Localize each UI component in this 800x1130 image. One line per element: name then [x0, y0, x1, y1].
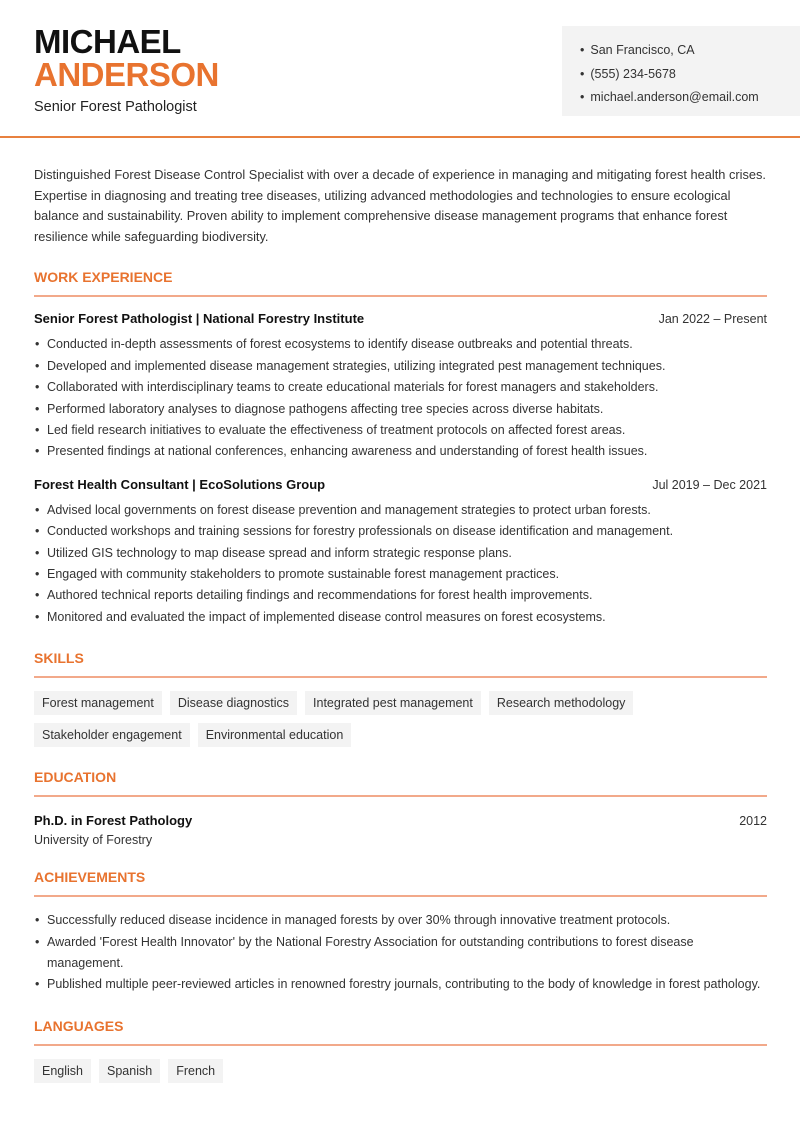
- bullet-item: • Engaged with community stakeholders to promote sustainable forest management practices.: [34, 564, 767, 585]
- section-heading: SKILLS: [34, 650, 767, 678]
- contact-email[interactable]: • michael.anderson@email.com: [580, 86, 800, 110]
- resume-header: [0, 0, 800, 138]
- bullet-item: • Conducted workshops and training sessions for forestry professionals on disease identification and management.: [34, 521, 767, 542]
- bullet-item: • Developed and implemented disease management strategies, utilizing integrated pest management techniques.: [34, 356, 767, 377]
- job-entry: [34, 476, 767, 628]
- section-heading: LANGUAGES: [34, 1018, 767, 1046]
- bullet-item: • Advised local governments on forest disease prevention and management strategies to protect urban forests.: [34, 500, 767, 521]
- bullet-item: • Conducted in-depth assessments of forest ecosystems to identify disease outbreaks and potential threats.: [34, 334, 767, 355]
- contact-location: • San Francisco, CA: [580, 39, 800, 63]
- achievements-section: [34, 869, 767, 996]
- section-heading: WORK EXPERIENCE: [34, 269, 767, 297]
- skill-tag: Research methodology: [489, 691, 634, 715]
- job-bullets: [34, 500, 767, 628]
- achievement-item: • Awarded 'Forest Health Innovator' by the National Forestry Association for outstanding contributions to forest disease management.: [34, 932, 767, 975]
- achievement-item: • Published multiple peer-reviewed articles in renowned forestry journals, contributing to the body of knowledge in forest pathology.: [34, 974, 767, 995]
- bullet-item: • Collaborated with interdisciplinary teams to create educational materials for forest managers and stakeholders.: [34, 377, 767, 398]
- bullet-item: • Monitored and evaluated the impact of implemented disease control measures on forest ecosystems.: [34, 607, 767, 628]
- job-title: Forest Health Consultant | EcoSolutions Group: [34, 476, 326, 492]
- section-heading: EDUCATION: [34, 769, 767, 797]
- skills-section: [34, 650, 767, 747]
- contact-box: [562, 26, 800, 116]
- education-year: 2012: [739, 814, 767, 829]
- bullet-item: • Presented findings at national conferences, enhancing awareness and understanding of forest health issues.: [34, 441, 767, 462]
- education-section: [34, 769, 767, 847]
- job-title: Senior Forest Pathologist: [34, 99, 197, 115]
- achievement-item: • Successfully reduced disease incidence in managed forests by over 30% through innovative treatment protocols.: [34, 910, 767, 931]
- bullet-item: • Authored technical reports detailing findings and recommendations for forest health improvements.: [34, 585, 767, 606]
- language-tag: French: [168, 1059, 223, 1083]
- bullet-item: • Utilized GIS technology to map disease spread and inform strategic response plans.: [34, 543, 767, 564]
- work-experience-section: [34, 269, 767, 628]
- skill-tag: Disease diagnostics: [170, 691, 297, 715]
- language-tag: Spanish: [99, 1059, 160, 1083]
- skill-tag: Environmental education: [198, 723, 352, 747]
- job-header: [34, 310, 767, 328]
- job-title: Senior Forest Pathologist | National Forestry Institute: [34, 311, 365, 327]
- language-tag: English: [34, 1059, 91, 1083]
- job-header: [34, 476, 767, 494]
- languages-section: [34, 1018, 767, 1083]
- bullet-item: • Led field research initiatives to evaluate the effectiveness of treatment protocols on affected forest areas.: [34, 420, 767, 441]
- first-name: MICHAEL: [34, 23, 181, 60]
- school: University of Forestry: [34, 833, 153, 848]
- job-dates: Jan 2022 – Present: [658, 312, 767, 327]
- last-name: ANDERSON: [34, 56, 219, 93]
- degree: Ph.D. in Forest Pathology: [34, 813, 193, 829]
- skill-tag: Forest management: [34, 691, 162, 715]
- job-entry: [34, 310, 767, 462]
- section-heading: ACHIEVEMENTS: [34, 869, 767, 897]
- skill-tag: Stakeholder engagement: [34, 723, 190, 747]
- summary: Distinguished Forest Disease Control Specialist with over a decade of experience in managing and mitigating forest health crises. Expertise in diagnosing and treating tree diseases, utilizing advanced methodologies and technologies to ensure ecological balance and sustainability. Proven ability to implement comprehensive disease management programs that enhance forest resilience while safeguarding biodiversity.: [34, 167, 766, 244]
- job-bullets: [34, 334, 767, 462]
- job-dates: Jul 2019 – Dec 2021: [652, 477, 767, 492]
- contact-phone: • (555) 234-5678: [580, 63, 800, 87]
- bullet-item: • Performed laboratory analyses to diagnose pathogens affecting tree species across diverse habitats.: [34, 399, 767, 420]
- skill-tag: Integrated pest management: [305, 691, 481, 715]
